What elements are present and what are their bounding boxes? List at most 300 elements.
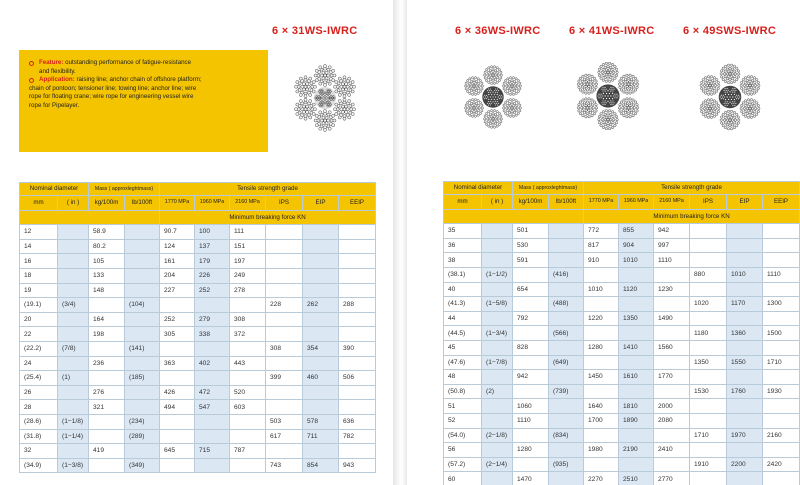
rope-cross-section-image (568, 56, 648, 136)
table-cell (654, 355, 690, 370)
table-cell: (44.5) (444, 326, 482, 341)
table-cell: (2−1/4) (482, 457, 513, 472)
table-cell: 1110 (654, 253, 690, 268)
table-cell: 1970 (727, 428, 763, 443)
table-cell: 90.7 (160, 225, 195, 240)
table-cell (303, 356, 339, 371)
table-cell (584, 355, 619, 370)
table-cell (160, 414, 195, 429)
table-cell (727, 472, 763, 485)
table-cell (513, 267, 549, 282)
table-cell (303, 225, 339, 240)
table-cell: (28.6) (20, 414, 58, 429)
table-cell: 904 (619, 238, 654, 253)
table-cell: 1890 (619, 413, 654, 428)
table-cell: 603 (230, 400, 266, 415)
application-line (29, 76, 260, 85)
table-cell: 137 (195, 239, 230, 254)
table-cell (125, 356, 160, 371)
table-cell (266, 225, 303, 240)
table-row (20, 341, 376, 356)
table-cell: 2410 (654, 443, 690, 458)
table-cell (58, 312, 89, 327)
table-cell: (47.6) (444, 355, 482, 370)
table-cell (549, 413, 584, 428)
table-cell: 1760 (727, 384, 763, 399)
table-cell (619, 297, 654, 312)
table-cell: 1360 (727, 326, 763, 341)
table-cell: (41.3) (444, 297, 482, 312)
table-cell: 288 (339, 298, 376, 313)
mass-header: Mass ( approxleghtmass) (89, 183, 160, 196)
table-cell: 1810 (619, 399, 654, 414)
table-cell (482, 370, 513, 385)
table-cell: (234) (125, 414, 160, 429)
col-lb: lb/100ft (549, 195, 584, 210)
table-cell (690, 282, 727, 297)
table-cell (727, 340, 763, 355)
table-cell (160, 429, 195, 444)
table-row (444, 297, 800, 312)
table-cell: 179 (195, 254, 230, 269)
table-cell (125, 312, 160, 327)
table-cell: 1550 (727, 355, 763, 370)
table-cell (266, 268, 303, 283)
table-cell: 2000 (654, 399, 690, 414)
col-mm: mm (20, 196, 58, 211)
table-cell: 252 (195, 283, 230, 298)
table-row (444, 428, 800, 443)
table-cell: 1350 (619, 311, 654, 326)
col-1960: 1960 MPa (619, 195, 654, 210)
table-cell: 226 (195, 268, 230, 283)
table-cell: (1) (58, 371, 89, 386)
table-cell: 44 (444, 311, 482, 326)
table-cell (125, 327, 160, 342)
table-cell: 460 (303, 371, 339, 386)
table-cell (727, 224, 763, 239)
table-row (20, 356, 376, 371)
table-row (444, 253, 800, 268)
table-row (20, 414, 376, 429)
table-cell (763, 472, 800, 485)
table-cell: 12 (20, 225, 58, 240)
table-cell (763, 224, 800, 239)
table-cell (230, 429, 266, 444)
table-cell (303, 312, 339, 327)
table-cell (303, 385, 339, 400)
table-row (444, 282, 800, 297)
rope-cross-section-image (691, 58, 769, 136)
table-cell: 198 (89, 327, 125, 342)
table-cell: 880 (690, 267, 727, 282)
table-cell: (2) (482, 384, 513, 399)
table-cell (619, 457, 654, 472)
table-cell (654, 428, 690, 443)
table-cell (482, 472, 513, 485)
table-cell (654, 267, 690, 282)
table-cell (763, 282, 800, 297)
table-cell: 35 (444, 224, 482, 239)
table-cell: 1410 (619, 340, 654, 355)
table-row (444, 340, 800, 355)
table-cell: 48 (444, 370, 482, 385)
table-cell: 197 (230, 254, 266, 269)
table-cell: 1710 (690, 428, 727, 443)
table-cell: 1490 (654, 311, 690, 326)
application-text-line: chain of pontoon; tensioner line; towing line; anchor line; wire (29, 84, 197, 92)
table-row (444, 326, 800, 341)
table-cell: 372 (230, 327, 266, 342)
table-cell: 354 (303, 341, 339, 356)
table-cell: 1020 (690, 297, 727, 312)
table-cell (339, 254, 376, 269)
table-cell: 56 (444, 443, 482, 458)
table-cell: 715 (195, 444, 230, 459)
table-cell (549, 340, 584, 355)
table-cell (230, 371, 266, 386)
table-cell: 494 (160, 400, 195, 415)
table-cell: 124 (160, 239, 195, 254)
table-cell: 40 (444, 282, 482, 297)
table-row (444, 443, 800, 458)
table-cell (654, 326, 690, 341)
table-cell (619, 384, 654, 399)
table-cell: 28 (20, 400, 58, 415)
table-cell: 227 (160, 283, 195, 298)
table-cell: 1170 (727, 297, 763, 312)
rope-cross-section-image (287, 60, 363, 136)
table-cell: 787 (230, 444, 266, 459)
table-cell: 854 (303, 458, 339, 473)
table-cell: 1710 (763, 355, 800, 370)
table-cell: 105 (89, 254, 125, 269)
table-cell: 164 (89, 312, 125, 327)
table-cell: (488) (549, 297, 584, 312)
table-cell: 1350 (690, 355, 727, 370)
table-cell (89, 371, 125, 386)
col-kg: kg/100m (89, 196, 125, 211)
table-cell: (50.8) (444, 384, 482, 399)
table-cell (584, 297, 619, 312)
table-cell: (38.1) (444, 267, 482, 282)
table-cell (58, 400, 89, 415)
table-cell: 1220 (584, 311, 619, 326)
table-cell: 2160 (763, 428, 800, 443)
table-cell (339, 268, 376, 283)
table-cell: (1−5/8) (482, 297, 513, 312)
table-cell: 472 (195, 385, 230, 400)
table-cell (266, 400, 303, 415)
table-cell: 338 (195, 327, 230, 342)
table-cell: 161 (160, 254, 195, 269)
table-cell: 228 (266, 298, 303, 313)
table-row (20, 239, 376, 254)
table-cell (89, 298, 125, 313)
table-cell (654, 297, 690, 312)
application-text-line: rope for Pipelayer. (29, 101, 80, 109)
table-cell (584, 326, 619, 341)
table-cell: 279 (195, 312, 230, 327)
table-cell: 591 (513, 253, 549, 268)
table-cell: (104) (125, 298, 160, 313)
table-cell (125, 268, 160, 283)
table-cell (339, 283, 376, 298)
table-cell (513, 457, 549, 472)
table-cell: (834) (549, 428, 584, 443)
table-row (20, 458, 376, 473)
table-cell (266, 239, 303, 254)
table-cell (549, 370, 584, 385)
table-cell: (34.9) (20, 458, 58, 473)
table-cell (584, 384, 619, 399)
table-cell (763, 253, 800, 268)
table-cell: 2770 (654, 472, 690, 485)
table-cell (690, 413, 727, 428)
table-cell (89, 458, 125, 473)
table-cell (690, 399, 727, 414)
table-cell: 1530 (690, 384, 727, 399)
col-eip: EIP (727, 195, 763, 210)
table-cell (763, 340, 800, 355)
col-1770: 1770 MPa (584, 195, 619, 210)
table-row (444, 267, 800, 282)
table-cell (58, 444, 89, 459)
table-row (444, 384, 800, 399)
table-cell: 148 (89, 283, 125, 298)
bullet-icon (29, 61, 34, 66)
application-text: raising line; anchor chain of offshore platform; (76, 76, 202, 84)
table-cell (195, 371, 230, 386)
table-cell: 1910 (690, 457, 727, 472)
table-cell: 910 (584, 253, 619, 268)
table-cell: (1−7/8) (482, 355, 513, 370)
table-cell: 792 (513, 311, 549, 326)
table-cell: (1−3/8) (58, 458, 89, 473)
table-row (20, 444, 376, 459)
feature-label: Feature: (39, 59, 64, 66)
table-row (20, 283, 376, 298)
table-cell (482, 238, 513, 253)
table-cell: 547 (195, 400, 230, 415)
table-cell: 645 (160, 444, 195, 459)
table-row (20, 254, 376, 269)
table-cell: 1930 (763, 384, 800, 399)
table-cell: 2270 (584, 472, 619, 485)
table-cell: 1560 (654, 340, 690, 355)
col-kg: kg/100m (513, 195, 549, 210)
table-cell (513, 297, 549, 312)
table-cell (195, 298, 230, 313)
table-row (444, 457, 800, 472)
tensile-strength-header: Tensile strength grade (584, 182, 800, 195)
table-cell (727, 253, 763, 268)
table-cell (58, 268, 89, 283)
table-cell: 817 (584, 238, 619, 253)
table-cell: 503 (266, 414, 303, 429)
feature-text-2: and flexibility. (39, 67, 76, 75)
table-cell: 16 (20, 254, 58, 269)
table-cell: (141) (125, 341, 160, 356)
table-cell (339, 356, 376, 371)
table-cell (690, 238, 727, 253)
table-cell (303, 400, 339, 415)
table-cell: 363 (160, 356, 195, 371)
table-row (20, 268, 376, 283)
table-cell: 1110 (763, 267, 800, 282)
table-cell: 1450 (584, 370, 619, 385)
table-cell: 1280 (584, 340, 619, 355)
table-cell (303, 254, 339, 269)
table-cell: (289) (125, 429, 160, 444)
table-cell (339, 312, 376, 327)
table-cell (513, 384, 549, 399)
table-cell: 943 (339, 458, 376, 473)
table-cell: 399 (266, 371, 303, 386)
table-cell (266, 356, 303, 371)
table-cell: 2200 (727, 457, 763, 472)
col-ips: IPS (690, 195, 727, 210)
table-cell (549, 311, 584, 326)
table-cell: 308 (266, 341, 303, 356)
table-cell: 855 (619, 224, 654, 239)
rope-title-6x31ws: 6 × 31WS-IWRC (272, 25, 358, 37)
table-cell: 18 (20, 268, 58, 283)
table-cell: 772 (584, 224, 619, 239)
table-cell (266, 312, 303, 327)
table-cell (482, 253, 513, 268)
table-cell: 80.2 (89, 239, 125, 254)
table-cell: (739) (549, 384, 584, 399)
table-cell: (1−1/4) (58, 429, 89, 444)
table-cell: 1010 (727, 267, 763, 282)
table-cell (482, 443, 513, 458)
table-row (20, 429, 376, 444)
table-cell: 1500 (763, 326, 800, 341)
table-cell: 20 (20, 312, 58, 327)
table-cell (549, 238, 584, 253)
table-cell (727, 443, 763, 458)
table-cell (584, 428, 619, 443)
table-cell (160, 298, 195, 313)
application-label: Application: (39, 76, 75, 84)
table-cell: 1700 (584, 413, 619, 428)
col-eeip: EEIP (339, 196, 376, 211)
table-cell (303, 327, 339, 342)
table-cell: 36 (444, 238, 482, 253)
table-cell: 782 (339, 429, 376, 444)
table-cell (584, 457, 619, 472)
table-cell (195, 458, 230, 473)
col-1770: 1770 MPa (160, 196, 195, 211)
table-cell (654, 457, 690, 472)
table-cell (549, 399, 584, 414)
table-cell: 2190 (619, 443, 654, 458)
table-row (20, 400, 376, 415)
table-row (444, 355, 800, 370)
table-cell (513, 326, 549, 341)
table-cell (125, 283, 160, 298)
table-cell (89, 414, 125, 429)
table-cell: 711 (303, 429, 339, 444)
table-cell (339, 444, 376, 459)
table-cell: 276 (89, 385, 125, 400)
col-2160: 2160 MPa (654, 195, 690, 210)
table-cell: 236 (89, 356, 125, 371)
table-cell (89, 429, 125, 444)
table-cell: 38 (444, 253, 482, 268)
rope-cross-section-image (456, 60, 530, 134)
table-cell: 828 (513, 340, 549, 355)
left-page (0, 0, 393, 485)
col-in: ( in ) (58, 196, 89, 211)
table-cell: (649) (549, 355, 584, 370)
table-cell (303, 239, 339, 254)
table-cell: (22.2) (20, 341, 58, 356)
table-cell: 506 (339, 371, 376, 386)
table-cell (339, 400, 376, 415)
table-cell (727, 370, 763, 385)
table-cell (482, 340, 513, 355)
table-cell (763, 238, 800, 253)
table-cell (727, 413, 763, 428)
table-cell (619, 355, 654, 370)
table-cell (58, 356, 89, 371)
table-cell: 1980 (584, 443, 619, 458)
col-mm: mm (444, 195, 482, 210)
table-cell: 22 (20, 327, 58, 342)
table-row (20, 298, 376, 313)
table-cell (763, 399, 800, 414)
table-cell: (935) (549, 457, 584, 472)
table-cell: (416) (549, 267, 584, 282)
col-lb: lb/100ft (125, 196, 160, 211)
table-cell (89, 341, 125, 356)
table-cell (230, 298, 266, 313)
table-row (444, 472, 800, 485)
table-cell (619, 428, 654, 443)
col-in: ( in ) (482, 195, 513, 210)
nominal-diameter-header: Nominal diameter (20, 183, 89, 196)
table-cell (58, 239, 89, 254)
table-cell (549, 472, 584, 485)
rope-title-6x36ws: 6 × 36WS-IWRC (455, 25, 541, 37)
table-cell: 52 (444, 413, 482, 428)
table-cell: (19.1) (20, 298, 58, 313)
table-cell: 19 (20, 283, 58, 298)
table-cell: 942 (654, 224, 690, 239)
table-cell (58, 225, 89, 240)
table-cell (230, 414, 266, 429)
table-cell (763, 311, 800, 326)
table-cell: (31.8) (20, 429, 58, 444)
table-cell (619, 267, 654, 282)
table-cell: 204 (160, 268, 195, 283)
table-cell (690, 340, 727, 355)
table-cell (482, 311, 513, 326)
table-cell: 51 (444, 399, 482, 414)
table-cell (303, 444, 339, 459)
table-cell: 1470 (513, 472, 549, 485)
table-cell: (1−3/4) (482, 326, 513, 341)
table-row (20, 327, 376, 342)
feature-text: outstanding performance of fatigue-resistance (65, 59, 192, 66)
table-cell: 60 (444, 472, 482, 485)
table-cell: (185) (125, 371, 160, 386)
table-cell: 1610 (619, 370, 654, 385)
table-cell (690, 224, 727, 239)
table-cell: 390 (339, 341, 376, 356)
